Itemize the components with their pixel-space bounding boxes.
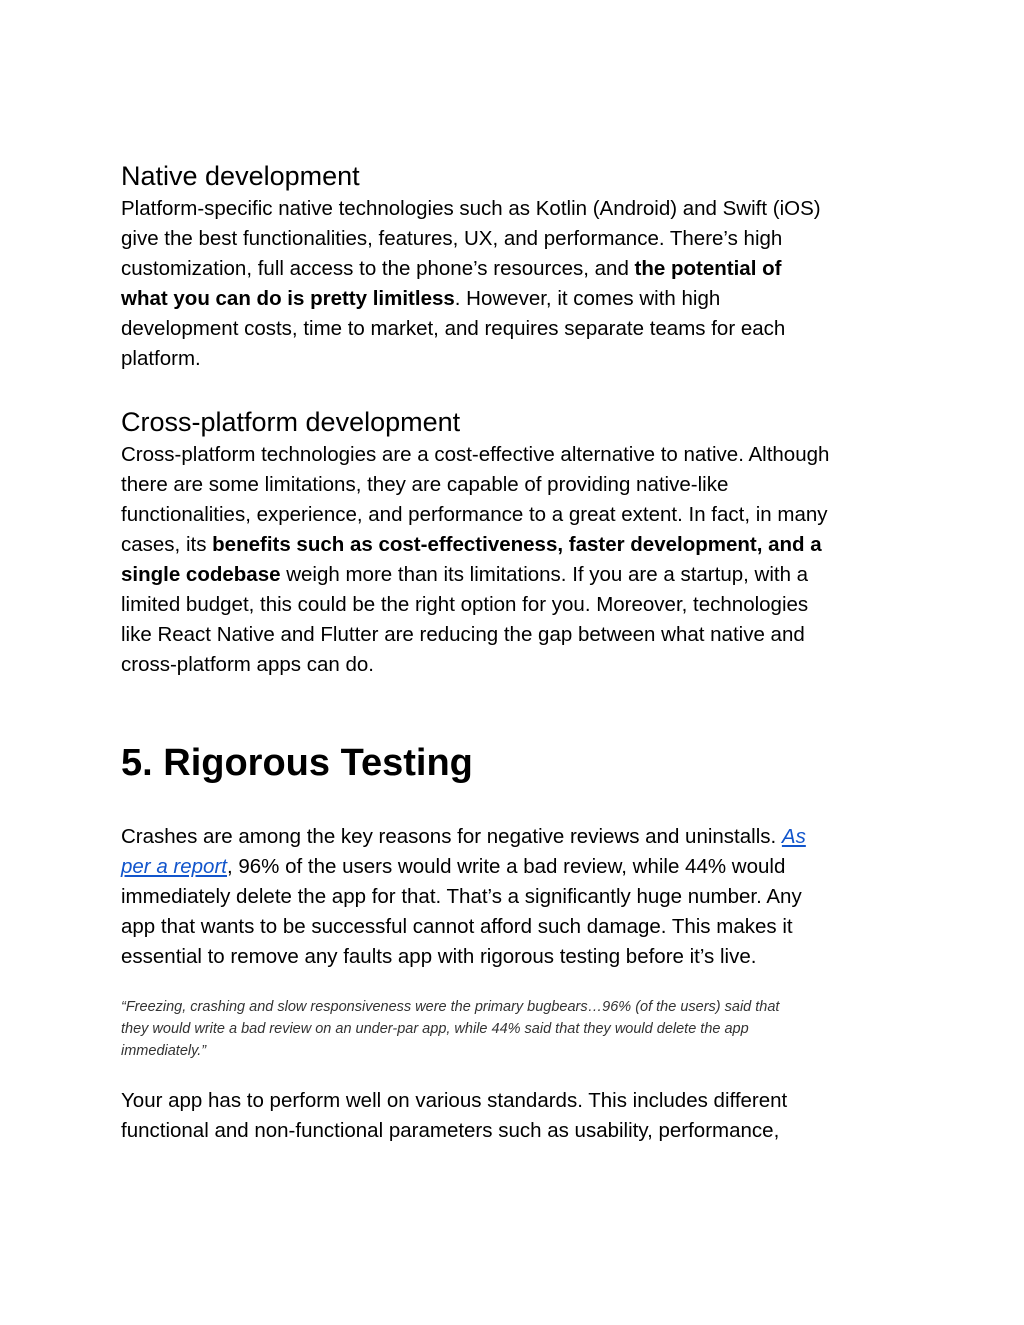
text-line bbox=[121, 254, 911, 284]
text-line bbox=[121, 284, 911, 314]
cross-platform-heading: Cross-platform development bbox=[121, 407, 461, 437]
document-page bbox=[121, 158, 911, 1146]
native-development-paragraph bbox=[121, 194, 911, 374]
text-line: essential to remove any faults app with rigorous testing before it’s live. bbox=[121, 945, 757, 968]
bold-text: benefits such as cost-effectiveness, faster development, and a bbox=[212, 533, 822, 556]
text-line: immediately delete the app for that. That’s a significantly huge number. Any bbox=[121, 885, 802, 908]
text-line bbox=[121, 560, 911, 590]
text-line: cross-platform apps can do. bbox=[121, 653, 374, 676]
text-line bbox=[121, 852, 911, 882]
text-line: platform. bbox=[121, 347, 201, 370]
text-line: like React Native and Flutter are reducing the gap between what native and bbox=[121, 623, 805, 646]
text-line: functional and non-functional parameters such as usability, performance, bbox=[121, 1119, 780, 1142]
text-line: there are some limitations, they are capable of providing native-like bbox=[121, 473, 729, 496]
quote-line: they would write a bad review on an under-par app, while 44% said that they would delete the app bbox=[121, 1021, 749, 1037]
text-run: Crashes are among the key reasons for negative reviews and uninstalls. bbox=[121, 825, 782, 848]
text-line: give the best functionalities, features, UX, and performance. There’s high bbox=[121, 227, 783, 250]
text-line bbox=[121, 530, 911, 560]
native-development-heading: Native development bbox=[121, 161, 360, 191]
closing-paragraph bbox=[121, 1086, 911, 1146]
bold-text: what you can do is pretty limitless bbox=[121, 287, 455, 310]
text-line: development costs, time to market, and requires separate teams for each bbox=[121, 317, 786, 340]
quote-block bbox=[121, 996, 911, 1062]
text-run: weigh more than its limitations. If you are a startup, with a bbox=[280, 563, 809, 586]
cross-platform-paragraph bbox=[121, 440, 911, 680]
text-run: , 96% of the users would write a bad review, while 44% would bbox=[226, 855, 786, 878]
text-run: customization, full access to the phone’s resources, and bbox=[121, 257, 635, 280]
text-line: Your app has to perform well on various standards. This includes different bbox=[121, 1089, 788, 1112]
report-link[interactable]: As bbox=[781, 825, 806, 848]
text-line: functionalities, experience, and performance to a great extent. In fact, in many bbox=[121, 503, 828, 526]
bold-text: the potential of bbox=[634, 257, 782, 280]
text-line bbox=[121, 822, 911, 852]
bold-text: single codebase bbox=[121, 563, 281, 586]
quote-line: “Freezing, crashing and slow responsiveness were the primary bugbears…96% (of the users) said that bbox=[121, 999, 780, 1015]
text-line: app that wants to be successful cannot afford such damage. This makes it bbox=[121, 915, 793, 938]
text-line: Cross-platform technologies are a cost-effective alternative to native. Although bbox=[121, 443, 830, 466]
text-run: cases, its bbox=[121, 533, 213, 556]
rigorous-testing-heading: 5. Rigorous Testing bbox=[121, 742, 473, 784]
quote-line: immediately.” bbox=[121, 1043, 207, 1059]
report-link[interactable]: per a report bbox=[121, 855, 227, 878]
text-run: . However, it comes with high bbox=[454, 287, 721, 310]
rigorous-testing-paragraph bbox=[121, 822, 911, 972]
text-line: limited budget, this could be the right option for you. Moreover, technologies bbox=[121, 593, 809, 616]
text-line: Platform-specific native technologies such as Kotlin (Android) and Swift (iOS) bbox=[121, 197, 821, 220]
